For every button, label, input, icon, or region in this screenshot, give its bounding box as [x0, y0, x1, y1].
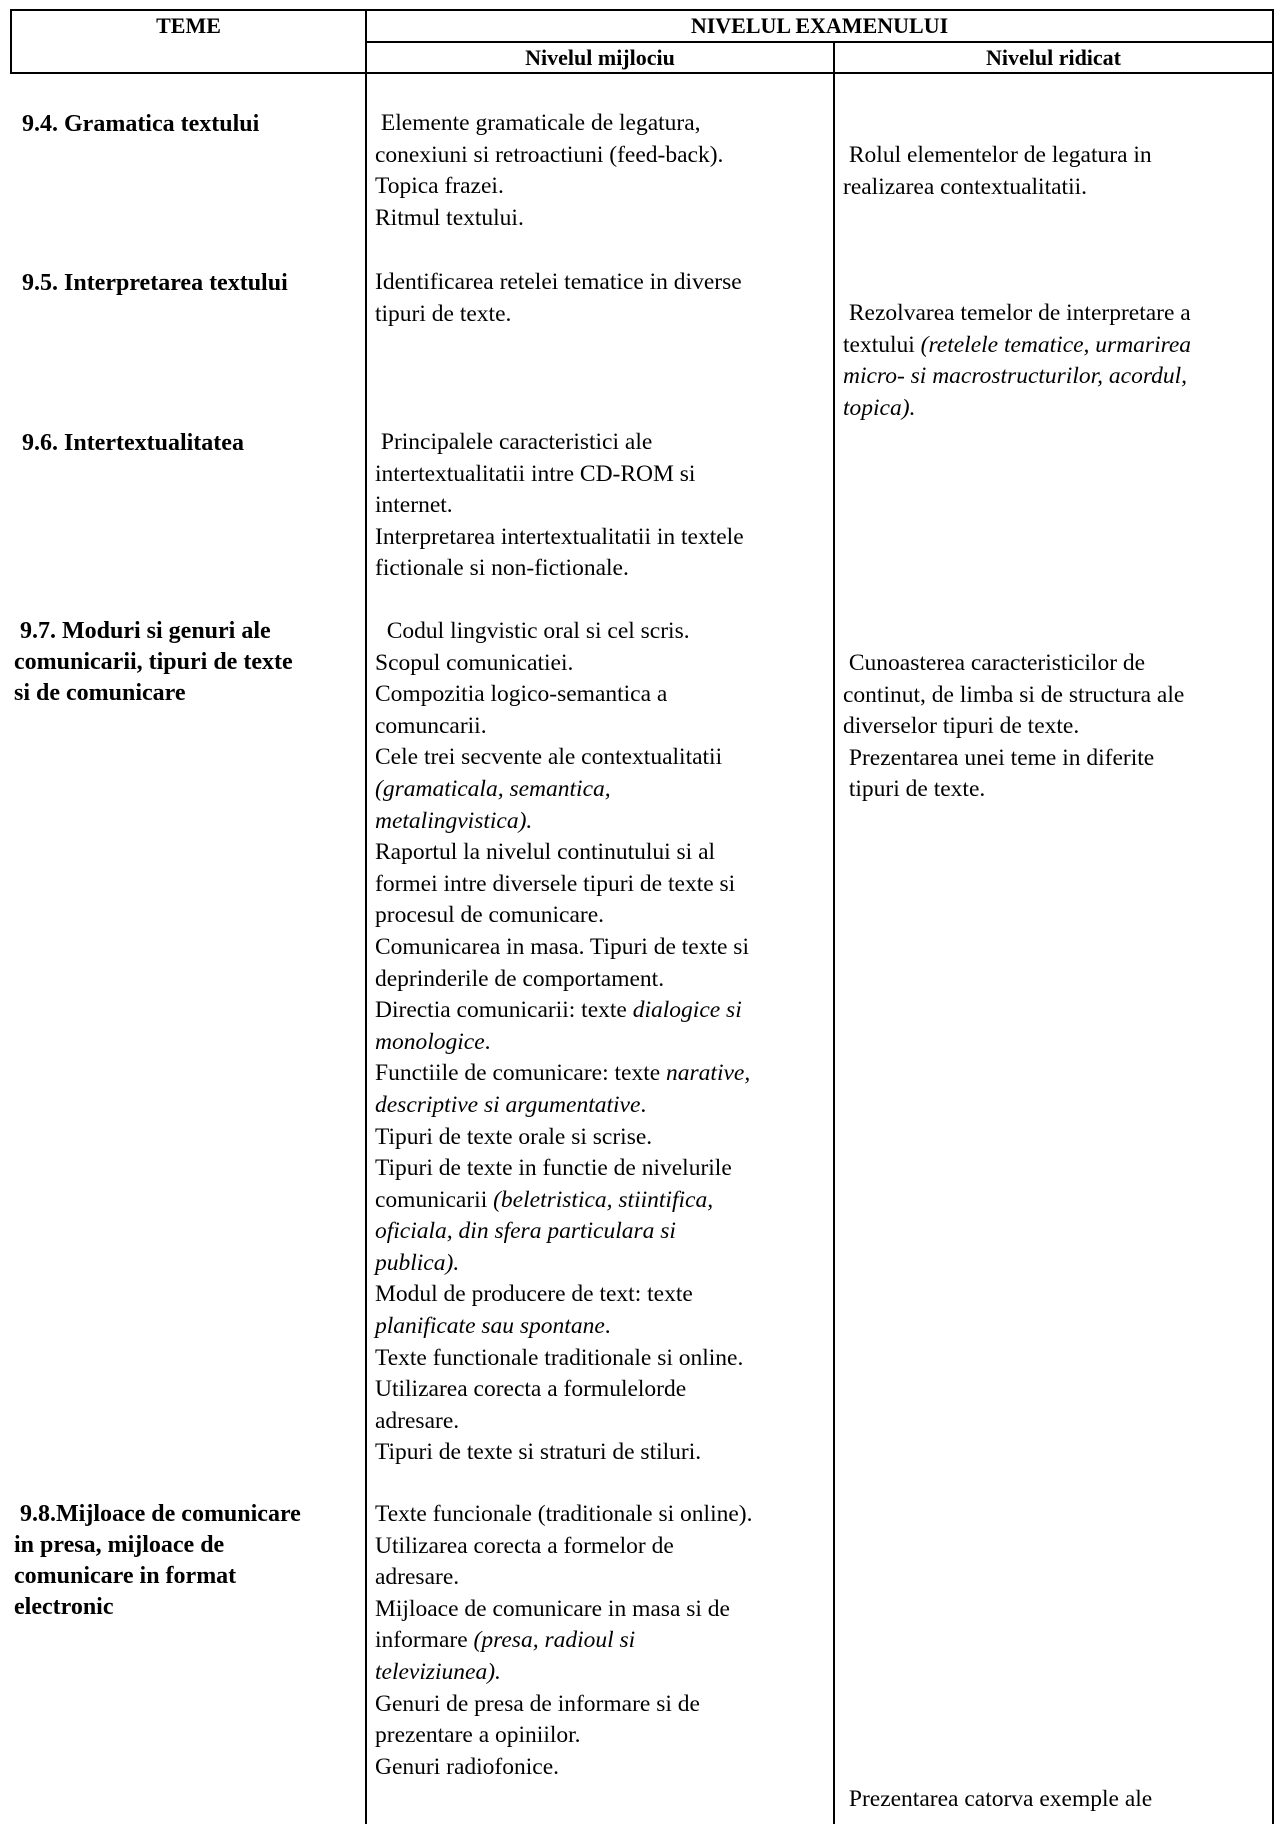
- header-teme: TEME: [156, 13, 221, 38]
- header-bottom-border: [10, 72, 1274, 74]
- mid-9-6: [375, 427, 825, 585]
- text: adresare.: [375, 1564, 460, 1591]
- mid-text-line: [375, 1625, 825, 1657]
- text: fictionale si non-fictionale.: [375, 555, 629, 582]
- mid-text-line: [375, 837, 825, 869]
- header-nivelul-ridicat: Nivelul ridicat: [985, 45, 1122, 70]
- table-right-border: [1272, 9, 1274, 1824]
- text: Directia comunicarii: texte: [375, 997, 633, 1024]
- text: Compozitia logico-semantica a: [375, 681, 668, 708]
- mid-text-line: [375, 1594, 825, 1626]
- mid-text-line: [375, 1437, 825, 1469]
- text: comuncarii.: [375, 712, 487, 739]
- text: .: [604, 1313, 611, 1340]
- mid-text-line: [375, 1153, 825, 1185]
- italic-text: publica).: [375, 1249, 460, 1276]
- text: Comunicarea in masa. Tipuri de texte si: [375, 933, 749, 960]
- high-9-7: [843, 648, 1273, 806]
- text: Codul lingvistic oral si cel scris.: [375, 618, 690, 644]
- mid-9-7: [375, 616, 825, 1469]
- high-9-4: [843, 140, 1273, 203]
- mid-text-line: [375, 522, 825, 554]
- table-top-border: [10, 9, 1274, 11]
- text: Interpretarea intertextualitatii in textele: [375, 523, 744, 550]
- topic-line: 9.5. Interpretarea textului: [22, 270, 288, 296]
- high-text-line: [843, 361, 1273, 393]
- text: internet.: [375, 492, 453, 519]
- text: tipuri de texte.: [843, 776, 986, 803]
- text: Utilizarea corecta a formulelorde: [375, 1376, 687, 1403]
- high-text-line: [843, 680, 1273, 712]
- text: conexiuni si retroactiuni (feed-back).: [375, 141, 724, 168]
- italic-text: (gramaticala, semantica,: [375, 775, 611, 802]
- text: Texte funcionale (traditionale si online).: [375, 1501, 753, 1527]
- topic-line: 9.6. Intertextualitatea: [22, 430, 244, 456]
- mid-text-line: [375, 964, 825, 996]
- header-split-line: [365, 41, 1274, 43]
- mid-text-line: [375, 299, 825, 331]
- mid-text-line: [375, 459, 825, 491]
- italic-text: planificate sau spontane: [375, 1313, 605, 1340]
- mid-9-5: [375, 267, 825, 330]
- column-divider-teme: [365, 9, 367, 1824]
- text: Topica frazei.: [375, 173, 504, 200]
- topic-line: comunicare in format: [14, 1563, 237, 1589]
- text: intertextualitatii intre CD-ROM si: [375, 460, 696, 487]
- mid-text-line: [375, 806, 825, 838]
- text: Rolul elementelor de legatura in: [843, 142, 1152, 168]
- high-text-line: [843, 711, 1273, 743]
- topic-9-8: [14, 1499, 301, 1623]
- italic-text: topica).: [843, 394, 916, 421]
- text: Modul de producere de text: texte: [375, 1281, 693, 1308]
- topic-line: comunicarii, tipuri de texte: [14, 649, 293, 675]
- text: informare: [375, 1627, 474, 1654]
- text: Identificarea retelei tematice in diverse: [375, 269, 742, 295]
- high-text-line: [843, 172, 1273, 204]
- mid-9-8: [375, 1499, 825, 1783]
- italic-text: monologice: [375, 1028, 485, 1055]
- mid-text-line: [375, 1185, 825, 1217]
- text: adresare.: [375, 1407, 460, 1434]
- text: Prezentarea unei teme in diferite: [843, 744, 1155, 771]
- text: Tipuri de texte orale si scrise.: [375, 1123, 653, 1150]
- text: Tipuri de texte si straturi de stiluri.: [375, 1439, 702, 1466]
- mid-text-line: [375, 679, 825, 711]
- high-text-line: [843, 648, 1273, 680]
- topic-9-6: [22, 428, 244, 459]
- mid-text-line: [375, 490, 825, 522]
- text: Rezolvarea temelor de interpretare a: [843, 300, 1191, 326]
- text: .: [640, 1091, 647, 1118]
- header-nivelul-mijlociu: Nivelul mijlociu: [525, 45, 675, 70]
- italic-text: (beletristica, stiintifica,: [493, 1186, 714, 1213]
- text: Cele trei secvente ale contextualitatii: [375, 744, 723, 771]
- mid-text-line: [375, 1562, 825, 1594]
- mid-text-line: [375, 1122, 825, 1154]
- text: diverselor tipuri de texte.: [843, 713, 1080, 740]
- mid-text-line: [375, 1343, 825, 1375]
- mid-text-line: [375, 108, 825, 140]
- high-text-line: [843, 743, 1273, 775]
- italic-text: dialogice si: [632, 997, 742, 1024]
- topic-line: 9.7. Moduri si genuri ale: [14, 618, 271, 644]
- italic-text: (retelele tematice, urmarirea: [920, 331, 1192, 358]
- mid-text-line: [375, 1216, 825, 1248]
- italic-text: oficiala, din sfera particulara si: [375, 1218, 676, 1245]
- mid-text-line: [375, 1090, 825, 1122]
- mid-text-line: [375, 1406, 825, 1438]
- mid-text-line: [375, 553, 825, 585]
- topic-line: electronic: [14, 1594, 114, 1620]
- mid-text-line: [375, 1720, 825, 1752]
- mid-text-line: [375, 1279, 825, 1311]
- mid-text-line: [375, 267, 825, 299]
- text: formei intre diversele tipuri de texte si: [375, 870, 736, 897]
- text: textului: [843, 331, 921, 358]
- high-text-line: [843, 298, 1273, 330]
- mid-text-line: [375, 1374, 825, 1406]
- mid-text-line: [375, 171, 825, 203]
- topic-9-4: [22, 109, 259, 140]
- text: comunicarii: [375, 1186, 494, 1213]
- header-nivelul-examenului: NIVELUL EXAMENULUI: [690, 13, 949, 38]
- mid-text-line: [375, 869, 825, 901]
- text: Functiile de comunicare: texte: [375, 1060, 667, 1087]
- high-text-line: [843, 774, 1273, 806]
- mid-text-line: [375, 1689, 825, 1721]
- topic-9-5: [22, 268, 288, 299]
- column-divider-levels: [833, 41, 835, 1824]
- topic-line: 9.4. Gramatica textului: [22, 111, 260, 137]
- italic-text: narative,: [666, 1060, 751, 1087]
- mid-text-line: [375, 203, 825, 235]
- topic-line: si de comunicare: [14, 680, 186, 706]
- mid-text-line: [375, 1311, 825, 1343]
- text: Ritmul textului.: [375, 204, 524, 231]
- high-text-line: [843, 330, 1273, 362]
- mid-text-line: [375, 900, 825, 932]
- italic-text: (presa, radioul si: [473, 1627, 636, 1654]
- text: deprinderile de comportament.: [375, 965, 665, 992]
- text: Texte functionale traditionale si online.: [375, 1344, 744, 1371]
- text: Genuri radiofonice.: [375, 1753, 560, 1780]
- mid-text-line: [375, 774, 825, 806]
- high-text-line: [843, 1784, 1273, 1816]
- italic-text: televiziunea).: [375, 1658, 501, 1685]
- mid-text-line: [375, 1657, 825, 1689]
- text: .: [484, 1028, 491, 1055]
- mid-text-line: [375, 1027, 825, 1059]
- text: Principalele caracteristici ale: [375, 429, 653, 455]
- text: Scopul comunicatiei.: [375, 649, 574, 676]
- mid-text-line: [375, 1058, 825, 1090]
- text: procesul de comunicare.: [375, 902, 605, 929]
- mid-text-line: [375, 711, 825, 743]
- text: Genuri de presa de informare si de: [375, 1690, 700, 1717]
- text: realizarea contextualitatii.: [843, 173, 1087, 200]
- mid-text-line: [375, 1531, 825, 1563]
- text: Mijloace de comunicare in masa si de: [375, 1595, 730, 1622]
- mid-text-line: [375, 932, 825, 964]
- italic-text: metalingvistica).: [375, 807, 533, 834]
- topic-line: 9.8.Mijloace de comunicare: [14, 1501, 301, 1527]
- mid-text-line: [375, 140, 825, 172]
- text: continut, de limba si de structura ale: [843, 681, 1185, 708]
- topic-line: in presa, mijloace de: [14, 1532, 225, 1558]
- topic-9-7: [14, 616, 293, 709]
- text: Tipuri de texte in functie de nivelurile: [375, 1155, 732, 1182]
- text: Utilizarea corecta a formelor de: [375, 1532, 674, 1559]
- mid-9-4: [375, 108, 825, 234]
- high-text-line: [843, 393, 1273, 425]
- mid-text-line: [375, 995, 825, 1027]
- italic-text: descriptive si argumentative: [375, 1091, 641, 1118]
- text: tipuri de texte.: [375, 300, 512, 327]
- high-text-line: [843, 140, 1273, 172]
- high-9-8: [843, 1784, 1273, 1816]
- mid-text-line: [375, 427, 825, 459]
- mid-text-line: [375, 1499, 825, 1531]
- text: Elemente gramaticale de legatura,: [375, 110, 701, 136]
- text: prezentare a opiniilor.: [375, 1722, 581, 1749]
- mid-text-line: [375, 742, 825, 774]
- text: Raportul la nivelul continutului si al: [375, 839, 716, 866]
- italic-text: micro- si macrostructurilor, acordul,: [843, 363, 1188, 390]
- mid-text-line: [375, 1248, 825, 1280]
- mid-text-line: [375, 616, 825, 648]
- high-9-5: [843, 298, 1273, 424]
- mid-text-line: [375, 1752, 825, 1784]
- mid-text-line: [375, 648, 825, 680]
- text: Cunoasterea caracteristicilor de: [843, 650, 1146, 676]
- text: Prezentarea catorva exemple ale: [843, 1786, 1153, 1812]
